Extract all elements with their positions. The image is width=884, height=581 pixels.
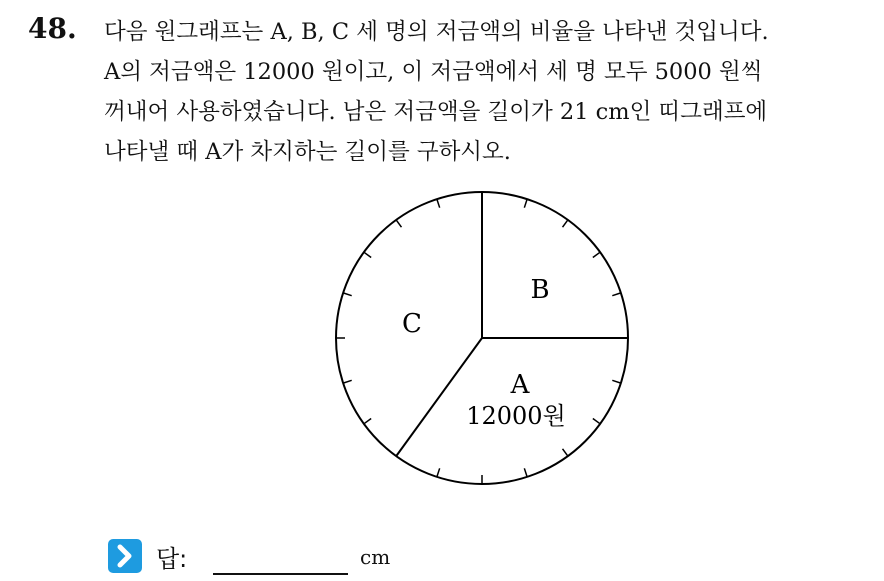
chevron-right-icon xyxy=(108,539,142,573)
slice-label-b: B xyxy=(530,275,550,305)
question-line: 나타낼 때 A가 차지하는 길이를 구하시오. xyxy=(104,139,511,165)
question-line: A의 저금액은 12000 원이고, 이 저금액에서 세 명 모두 5000 원씩 xyxy=(104,59,763,85)
question-line: 꺼내어 사용하였습니다. 남은 저금액을 길이가 21 cm인 띠그래프에 xyxy=(104,99,768,125)
question-number: 48. xyxy=(28,12,77,45)
answer-unit: cm xyxy=(360,545,391,569)
pie-chart xyxy=(320,186,650,496)
answer-blank[interactable] xyxy=(213,573,348,575)
slice-label-c: C xyxy=(402,309,422,339)
answer-label: 답: xyxy=(156,545,188,573)
slice-label-a: A xyxy=(510,370,530,400)
question-text xyxy=(104,12,874,172)
slice-value-a: 12000원 xyxy=(466,402,566,430)
question-line: 다음 원그래프는 A, B, C 세 명의 저금액의 비율을 나타낸 것입니다. xyxy=(104,19,769,45)
